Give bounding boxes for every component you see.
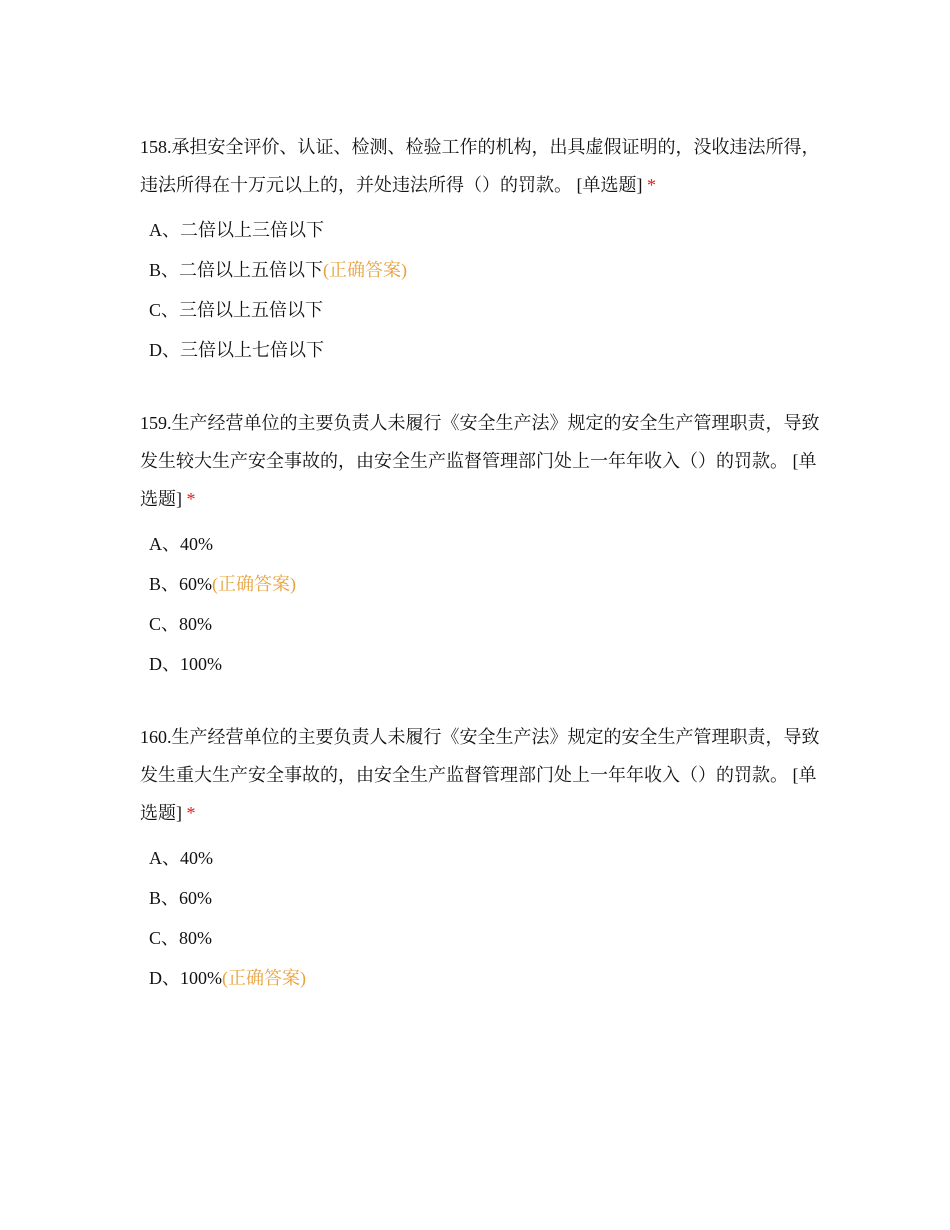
option-letter: B、 (149, 574, 180, 594)
option-b (149, 250, 820, 290)
option-text: 100% (180, 654, 222, 674)
required-mark: * (186, 803, 196, 823)
question-number: 160. (140, 727, 172, 747)
question-title (140, 718, 820, 832)
option-text: 80% (179, 928, 213, 948)
question-type: [单选题] (140, 765, 817, 823)
option-text: 二倍以上三倍以下 (180, 220, 324, 240)
option-letter: D、 (149, 968, 180, 988)
option-list (140, 524, 820, 684)
option-letter: C、 (149, 300, 180, 320)
question-type: [单选题] (140, 451, 817, 509)
option-a (149, 838, 820, 878)
option-c (149, 290, 820, 330)
question-title (140, 128, 820, 204)
option-c (149, 918, 820, 958)
option-text: 三倍以上五倍以下 (179, 300, 324, 320)
option-b (149, 878, 820, 918)
option-letter: C、 (149, 928, 180, 948)
correct-answer-tag: (正确答案) (323, 260, 408, 280)
question-text: 生产经营单位的主要负责人未履行《安全生产法》规定的安全生产管理职责，导致发生较大生产安全事故的，由安全生产监督管理部门处上一年年收入（）的罚款。 (140, 413, 820, 471)
option-text: 80% (179, 614, 213, 634)
option-a (149, 524, 820, 564)
option-letter: D、 (149, 654, 180, 674)
option-text: 60% (179, 574, 213, 594)
option-text: 100% (180, 968, 222, 988)
option-c (149, 604, 820, 644)
question-title (140, 404, 820, 518)
question-number: 158. (140, 137, 172, 157)
question-number: 159. (140, 413, 172, 433)
required-mark: * (186, 489, 196, 509)
option-text: 40% (180, 848, 213, 868)
question-159 (140, 404, 820, 684)
option-text: 二倍以上五倍以下 (179, 260, 324, 280)
option-d (149, 644, 820, 684)
option-text: 三倍以上七倍以下 (180, 340, 324, 360)
option-a (149, 210, 820, 250)
document-body (140, 128, 820, 998)
option-letter: A、 (149, 534, 180, 554)
option-letter: B、 (149, 260, 180, 280)
option-d (149, 958, 820, 998)
option-letter: D、 (149, 340, 180, 360)
question-160 (140, 718, 820, 998)
option-list (140, 838, 820, 998)
option-letter: A、 (149, 848, 180, 868)
option-letter: B、 (149, 888, 180, 908)
question-type: [单选题] (576, 175, 643, 195)
option-d (149, 330, 820, 370)
correct-answer-tag: (正确答案) (212, 574, 297, 594)
question-158 (140, 128, 820, 370)
option-b (149, 564, 820, 604)
question-text: 生产经营单位的主要负责人未履行《安全生产法》规定的安全生产管理职责，导致发生重大生产安全事故的，由安全生产监督管理部门处上一年年收入（）的罚款。 (140, 727, 820, 785)
correct-answer-tag: (正确答案) (222, 968, 306, 988)
option-text: 60% (179, 888, 213, 908)
option-letter: A、 (149, 220, 180, 240)
question-text: 承担安全评价、认证、检测、检验工作的机构，出具虚假证明的，没收违法所得，违法所得在十万元以上的，并处违法所得（）的罚款。 (140, 137, 820, 195)
option-text: 40% (180, 534, 213, 554)
option-letter: C、 (149, 614, 180, 634)
option-list (140, 210, 820, 370)
required-mark: * (647, 175, 656, 195)
